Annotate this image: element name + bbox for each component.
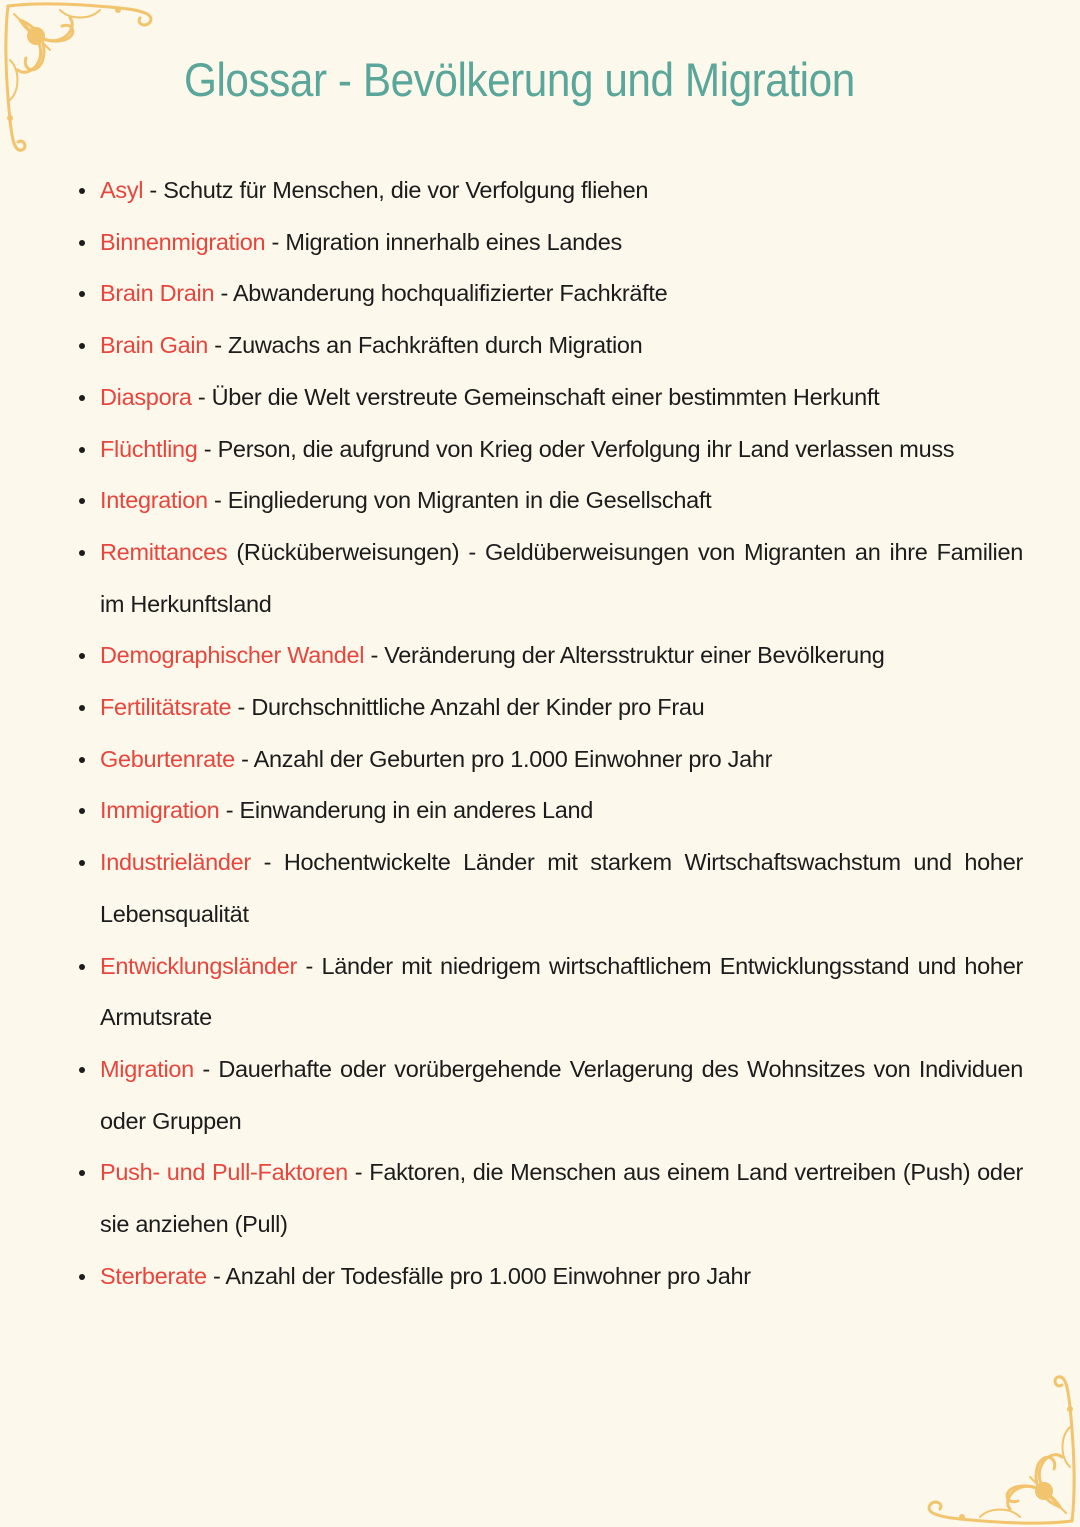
- glossary-definition: Einwanderung in ein anderes Land: [239, 797, 594, 824]
- glossary-definition: Schutz für Menschen, die vor Verfolgung fliehen: [163, 177, 649, 203]
- glossary-separator: -: [206, 1262, 226, 1289]
- page-title: Glossar - Bevölkerung und Migration: [184, 53, 855, 106]
- glossary-list: [100, 165, 1023, 1302]
- glossary-separator: -: [143, 177, 164, 203]
- glossary-term: Remittances: [100, 538, 228, 565]
- glossary-entry: [100, 734, 1023, 786]
- glossary-term: Asyl: [100, 177, 144, 203]
- glossary-separator: -: [214, 280, 233, 307]
- glossary-definition: Person, die aufgrund von Krieg oder Verfolgung ihr Land verlassen muss: [217, 435, 955, 462]
- glossary-separator: -: [219, 797, 240, 824]
- glossary-separator: -: [250, 849, 284, 876]
- glossary-term: Integration: [100, 487, 208, 514]
- glossary-separator: -: [208, 332, 229, 359]
- glossary-definition: Anzahl der Geburten pro 1.000 Einwohner pro Jahr: [253, 745, 773, 772]
- glossary-definition: Über die Welt verstreute Gemeinschaft einer bestimmten Herkunft: [211, 383, 880, 410]
- glossary-definition: Länder mit niedrigem wirtschaftlichem Entwicklungsstand und hoher Armutsrate: [100, 952, 1024, 1031]
- glossary-term: Binnenmigration: [100, 228, 266, 255]
- glossary-separator: -: [197, 435, 218, 462]
- glossary-term: Industrieländer: [100, 849, 251, 876]
- corner-ornament-bottom-right-icon: [910, 1362, 1080, 1527]
- glossary-separator: -: [265, 228, 286, 255]
- glossary-definition: Abwanderung hochqualifizierter Fachkräfte: [232, 280, 668, 307]
- glossary-separator: -: [193, 1055, 219, 1082]
- glossary-entry: [100, 217, 1023, 269]
- glossary-entry: [100, 1147, 1023, 1250]
- glossary-separator: (Rücküberweisungen) -: [227, 538, 485, 565]
- glossary-term: Sterberate: [100, 1262, 207, 1289]
- glossary-entry: [100, 837, 1023, 940]
- glossary-term: Demographischer Wandel: [100, 642, 365, 669]
- glossary-term: Fertilitätsrate: [100, 694, 232, 721]
- glossary-entry: [100, 1251, 1023, 1303]
- glossary-term: Migration: [100, 1055, 194, 1082]
- glossary-separator: -: [191, 383, 212, 410]
- glossary-entry: [100, 527, 1023, 630]
- glossary-definition: Zuwachs an Fachkräften durch Migration: [228, 332, 643, 359]
- glossary-entry: [100, 941, 1023, 1044]
- glossary-definition: Geldüberweisungen von Migranten an ihre Familien im Herkunftsland: [100, 538, 1024, 617]
- glossary-term: Diaspora: [100, 383, 192, 410]
- glossary-entry: [100, 630, 1023, 682]
- glossary-entry: [100, 424, 1023, 476]
- glossary-entry: [100, 475, 1023, 527]
- glossary-separator: -: [234, 745, 254, 772]
- glossary-definition: Hochentwickelte Länder mit starkem Wirtschaftswachstum und hoher Lebensqualität: [100, 849, 1023, 927]
- glossary-term: Geburtenrate: [100, 745, 235, 772]
- glossary-term: Push- und Pull-Faktoren: [100, 1159, 348, 1186]
- glossary-definition: Faktoren, die Menschen aus einem Land vertreiben (Push) oder sie anziehen (Pull): [100, 1159, 1023, 1238]
- glossary-entry: [100, 372, 1023, 424]
- corner-ornament-top-left-icon: [0, 0, 170, 165]
- glossary-entry: [100, 785, 1023, 837]
- glossary-term: Brain Drain: [100, 280, 215, 307]
- glossary-definition: Eingliederung von Migranten in die Gesellschaft: [227, 487, 712, 514]
- glossary-separator: -: [231, 694, 252, 721]
- glossary-entry: [100, 1044, 1023, 1147]
- glossary-separator: -: [364, 642, 385, 669]
- glossary-entry: [100, 320, 1023, 372]
- glossary-entry: [100, 682, 1023, 734]
- glossary-separator: -: [347, 1159, 370, 1186]
- glossary-entry: [100, 165, 1023, 217]
- glossary-entry: [100, 268, 1023, 320]
- glossary-definition: Durchschnittliche Anzahl der Kinder pro Frau: [251, 694, 705, 721]
- glossary-definition: Migration innerhalb eines Landes: [285, 228, 622, 255]
- glossary-term: Flüchtling: [100, 435, 198, 462]
- glossary-definition: Anzahl der Todesfälle pro 1.000 Einwohner pro Jahr: [225, 1262, 751, 1289]
- glossary-definition: Veränderung der Altersstruktur einer Bevölkerung: [384, 642, 885, 669]
- glossary-term: Immigration: [100, 797, 220, 824]
- glossary-separator: -: [297, 952, 322, 979]
- glossary-term: Entwicklungsländer: [100, 952, 298, 979]
- glossary-separator: -: [207, 487, 228, 514]
- glossary-term: Brain Gain: [100, 332, 209, 359]
- glossary-definition: Dauerhafte oder vorübergehende Verlagerung des Wohnsitzes von Individuen oder Gruppen: [100, 1055, 1024, 1134]
